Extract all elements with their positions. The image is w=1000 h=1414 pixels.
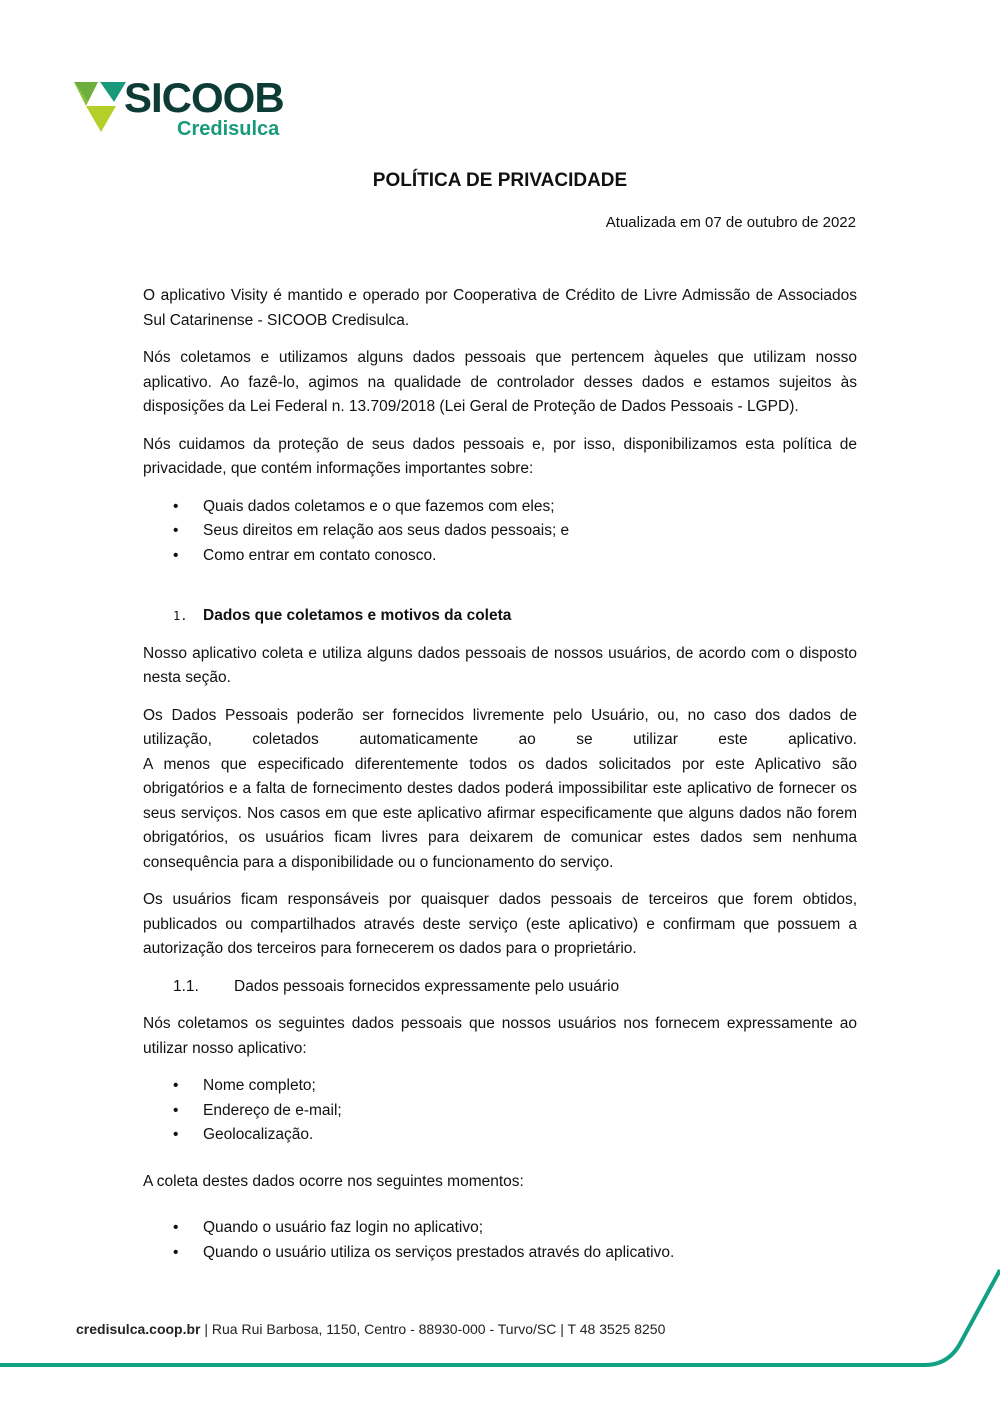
section-paragraph: A menos que especificado diferentemente todos os dados solicitados por este Aplicativo são obrigatórios e a falta de fornecimento destes dados poderá impossibilitar este aplicativo de fornecer os seus serviços. Nos casos em que este aplicativo afirmar especificamente que alguns dados não forem obrigatórios, os usuários ficam livres para deixarem de comunicar estes dados sem nenhuma consequência para a disponibilidade ou o funcionamento do serviço. xyxy=(143,755,857,871)
section-number: 1. xyxy=(173,609,188,623)
list-item: • Quando o usuário utiliza os serviços prestados através do aplicativo. xyxy=(203,1241,857,1266)
page-title: POLÍTICA DE PRIVACIDADE xyxy=(372,170,628,191)
subsection-paragraph: A coleta destes dados ocorre nos seguintes momentos: xyxy=(143,1172,524,1190)
paragraph-line: Os Dados Pessoais poderão ser fornecidos livremente pelo Usuário, ou, no caso dos dados de utilização, coletados automaticamente ao se utilizar este aplicativo. xyxy=(143,706,857,748)
footer-site-link[interactable]: credisulca.coop.br xyxy=(76,1321,201,1337)
subsection-number: 1.1. xyxy=(173,977,199,995)
logo-brand: SICOOB xyxy=(124,74,284,121)
section-paragraph: Nosso aplicativo coleta e utiliza alguns dados pessoais de nossos usuários, de acordo com o disposto nesta seção. xyxy=(143,644,857,686)
data-list xyxy=(143,1074,857,1148)
list-item: • Geolocalização. xyxy=(203,1123,857,1148)
subsection-heading xyxy=(173,975,857,1000)
sicoob-triangle-icon xyxy=(74,80,126,132)
list-item: • Endereço de e-mail; xyxy=(203,1099,857,1124)
list-item: • Quando o usuário faz login no aplicativo; xyxy=(203,1216,857,1241)
sicoob-logo xyxy=(74,74,284,142)
footer-contact xyxy=(76,1321,665,1337)
updated-date: Atualizada em 07 de outubro de 2022 xyxy=(605,214,856,231)
footer-decorative-line xyxy=(0,1260,1000,1380)
logo-sub: Credisulca xyxy=(177,118,280,140)
intro-paragraph: Nós coletamos e utilizamos alguns dados pessoais que pertencem àqueles que utilizam nosso aplicativo. Ao fazê-lo, agimos na qualidade de controlador desses dados e estamos sujeitos às disposições da Lei Federal n. 13.709/2018 (Lei Geral de Proteção de Dados Pessoais - LGPD). xyxy=(143,349,857,415)
list-item: • Quais dados coletamos e o que fazemos com eles; xyxy=(203,495,857,520)
section-paragraph: Os usuários ficam responsáveis por quaisquer dados pessoais de terceiros que forem obtidos, publicados ou compartilhados através deste serviço (este aplicativo) e confirmam que possuem a autorização dos terceiros para fornecerem os dados para o proprietário. xyxy=(143,891,857,957)
list-item: • Como entrar em contato conosco. xyxy=(203,544,857,569)
intro-paragraph: Nós cuidamos da proteção de seus dados pessoais e, por isso, disponibilizamos esta política de privacidade, que contém informações importantes sobre: xyxy=(143,435,857,477)
intro-paragraph: O aplicativo Visity é mantido e operado por Cooperativa de Crédito de Livre Admissão de Associados Sul Catarinense - SICOOB Credisulca. xyxy=(143,287,857,329)
subsection-title: Dados pessoais fornecidos expressamente pelo usuário xyxy=(234,977,620,995)
intro-list xyxy=(143,495,857,569)
document-body xyxy=(143,284,857,1278)
section-title: Dados que coletamos e motivos da coleta xyxy=(203,607,512,624)
moments-list xyxy=(143,1216,857,1265)
section-heading xyxy=(173,604,857,629)
subsection-paragraph: Nós coletamos os seguintes dados pessoais que nossos usuários nos fornecem expressamente ao utilizar nosso aplicativo: xyxy=(143,1015,857,1057)
footer-address: | Rua Rui Barbosa, 1150, Centro - 88930-000 - Turvo/SC | T 48 3525 8250 xyxy=(200,1321,666,1337)
section-paragraph xyxy=(143,704,857,753)
list-item: • Seus direitos em relação aos seus dados pessoais; e xyxy=(203,519,857,544)
list-item: • Nome completo; xyxy=(203,1074,857,1099)
